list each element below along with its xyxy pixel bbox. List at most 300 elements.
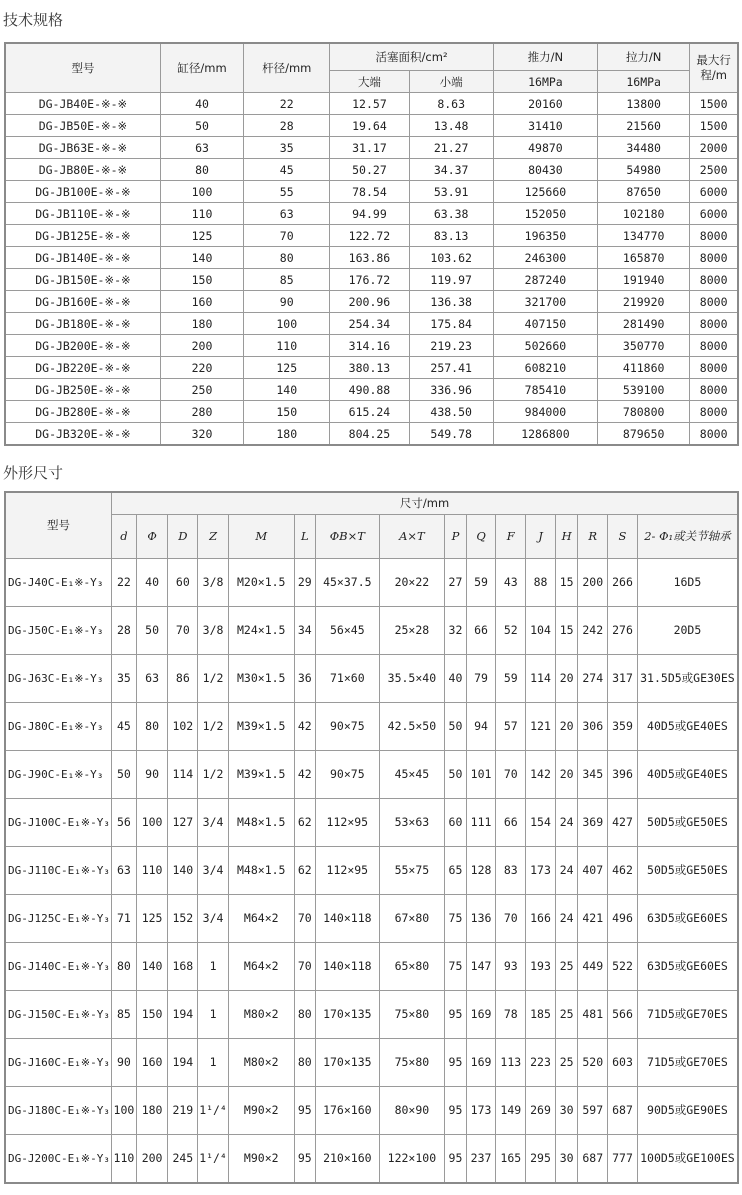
dims-col-header: A×T (379, 514, 445, 558)
dims-value-cell: 60 (168, 558, 198, 606)
spec-row (5, 423, 738, 446)
spec-header-max-stroke: 最大行程/m (690, 43, 738, 93)
spec-value-cell: 21.27 (409, 137, 493, 159)
spec-value-cell: 287240 (493, 269, 597, 291)
dims-value-cell: 75×80 (379, 1038, 445, 1086)
dims-value-cell: 125 (136, 894, 168, 942)
dims-value-cell: 95 (445, 990, 467, 1038)
dims-value-cell: 57 (496, 702, 526, 750)
dims-value-cell: 113 (496, 1038, 526, 1086)
spec-value-cell: 2000 (690, 137, 738, 159)
dims-value-cell: 150 (136, 990, 168, 1038)
spec-value-cell: 175.84 (409, 313, 493, 335)
dims-model-cell: DG-J50C-E₁※-Y₃ (5, 606, 112, 654)
dims-value-cell: 407 (578, 846, 608, 894)
dims-value-cell: M64×2 (228, 894, 294, 942)
dims-value-cell: 86 (168, 654, 198, 702)
spec-value-cell: 8000 (690, 357, 738, 379)
dims-value-cell: 50 (112, 750, 137, 798)
dims-value-cell: 56 (112, 798, 137, 846)
spec-value-cell: 250 (160, 379, 243, 401)
dims-row (5, 1086, 738, 1134)
dims-value-cell: 15 (555, 558, 578, 606)
spec-value-cell: 615.24 (330, 401, 409, 423)
spec-value-cell: 125 (160, 225, 243, 247)
dims-value-cell: 242 (578, 606, 608, 654)
spec-model-cell: DG-JB250E-※-※ (5, 379, 160, 401)
dims-value-cell: 31.5D5或GE30ES (637, 654, 738, 702)
spec-value-cell: 125660 (493, 181, 597, 203)
dims-value-cell: 345 (578, 750, 608, 798)
dims-value-cell: 80 (112, 942, 137, 990)
spec-model-cell: DG-JB320E-※-※ (5, 423, 160, 446)
spec-row (5, 115, 738, 137)
spec-value-cell: 80 (160, 159, 243, 181)
dims-value-cell: 95 (294, 1134, 316, 1183)
spec-value-cell: 879650 (598, 423, 690, 446)
dims-value-cell: 90 (112, 1038, 137, 1086)
spec-model-cell: DG-JB150E-※-※ (5, 269, 160, 291)
dims-value-cell: 71D5或GE70ES (637, 1038, 738, 1086)
spec-row (5, 93, 738, 115)
spec-value-cell: 280 (160, 401, 243, 423)
dims-value-cell: 40D5或GE40ES (637, 750, 738, 798)
dims-value-cell: 59 (496, 654, 526, 702)
dims-value-cell: 59 (466, 558, 496, 606)
dims-value-cell: 30 (555, 1086, 578, 1134)
spec-value-cell: 34480 (598, 137, 690, 159)
spec-value-cell: 12.57 (330, 93, 409, 115)
spec-value-cell: 246300 (493, 247, 597, 269)
spec-value-cell: 13.48 (409, 115, 493, 137)
dims-value-cell: 20D5 (637, 606, 738, 654)
dims-value-cell: 306 (578, 702, 608, 750)
dims-value-cell: 28 (112, 606, 137, 654)
dims-value-cell: M48×1.5 (228, 798, 294, 846)
dims-value-cell: 112×95 (316, 798, 380, 846)
dims-value-cell: 70 (294, 942, 316, 990)
dims-value-cell: 42 (294, 750, 316, 798)
dims-value-cell: 168 (168, 942, 198, 990)
dims-value-cell: 185 (526, 990, 556, 1038)
dims-value-cell: 114 (168, 750, 198, 798)
dims-row (5, 1134, 738, 1183)
dims-value-cell: 70 (294, 894, 316, 942)
dims-value-cell: 90D5或GE90ES (637, 1086, 738, 1134)
dims-value-cell: 3/8 (198, 606, 229, 654)
dims-value-cell: 396 (608, 750, 638, 798)
dims-value-cell: 65×80 (379, 942, 445, 990)
spec-value-cell: 219920 (598, 291, 690, 313)
spec-value-cell: 785410 (493, 379, 597, 401)
spec-value-cell: 8000 (690, 423, 738, 446)
dims-model-cell: DG-J90C-E₁※-Y₃ (5, 750, 112, 798)
dims-value-cell: 95 (445, 1038, 467, 1086)
spec-section-title: 技术规格 (3, 11, 64, 29)
spec-value-cell: 163.86 (330, 247, 409, 269)
dims-value-cell: 110 (136, 846, 168, 894)
dims-value-cell: M20×1.5 (228, 558, 294, 606)
dims-value-cell: 79 (466, 654, 496, 702)
spec-value-cell: 180 (160, 313, 243, 335)
dims-row (5, 846, 738, 894)
dims-value-cell: 237 (466, 1134, 496, 1183)
spec-value-cell: 100 (244, 313, 330, 335)
spec-value-cell: 53.91 (409, 181, 493, 203)
dims-value-cell: 42.5×50 (379, 702, 445, 750)
spec-model-cell: DG-JB50E-※-※ (5, 115, 160, 137)
dims-value-cell: 295 (526, 1134, 556, 1183)
spec-value-cell: 21560 (598, 115, 690, 137)
dims-row (5, 750, 738, 798)
dims-value-cell: 170×135 (316, 1038, 380, 1086)
dims-value-cell: 121 (526, 702, 556, 750)
spec-value-cell: 8000 (690, 247, 738, 269)
spec-value-cell: 13800 (598, 93, 690, 115)
dims-value-cell: 70 (496, 750, 526, 798)
spec-value-cell: 34.37 (409, 159, 493, 181)
dims-model-cell: DG-J180C-E₁※-Y₃ (5, 1086, 112, 1134)
spec-value-cell: 125 (244, 357, 330, 379)
dims-col-header: M (228, 514, 294, 558)
spec-value-cell: 6000 (690, 203, 738, 225)
spec-row (5, 225, 738, 247)
dims-value-cell: 603 (608, 1038, 638, 1086)
spec-value-cell: 40 (160, 93, 243, 115)
spec-value-cell: 19.64 (330, 115, 409, 137)
spec-value-cell: 407150 (493, 313, 597, 335)
spec-value-cell: 1286800 (493, 423, 597, 446)
dims-col-header: Z (198, 514, 229, 558)
dims-value-cell: 22 (112, 558, 137, 606)
dims-value-cell: 3/4 (198, 846, 229, 894)
spec-value-cell: 196350 (493, 225, 597, 247)
spec-row (5, 203, 738, 225)
spec-value-cell: 539100 (598, 379, 690, 401)
spec-value-cell: 336.96 (409, 379, 493, 401)
spec-value-cell: 31410 (493, 115, 597, 137)
spec-value-cell: 411860 (598, 357, 690, 379)
dims-value-cell: 223 (526, 1038, 556, 1086)
dims-value-cell: 114 (526, 654, 556, 702)
spec-model-cell: DG-JB110E-※-※ (5, 203, 160, 225)
dims-value-cell: 136 (466, 894, 496, 942)
spec-value-cell: 54980 (598, 159, 690, 181)
dims-value-cell: 35 (112, 654, 137, 702)
spec-row (5, 159, 738, 181)
spec-value-cell: 152050 (493, 203, 597, 225)
dims-row (5, 894, 738, 942)
dims-value-cell: 128 (466, 846, 496, 894)
dims-value-cell: 63D5或GE60ES (637, 942, 738, 990)
dims-row (5, 606, 738, 654)
dims-value-cell: 62 (294, 798, 316, 846)
dims-value-cell: 274 (578, 654, 608, 702)
spec-value-cell: 85 (244, 269, 330, 291)
dims-value-cell: 777 (608, 1134, 638, 1183)
dims-model-cell: DG-J200C-E₁※-Y₃ (5, 1134, 112, 1183)
dims-header-model: 型号 (5, 492, 112, 558)
dims-value-cell: 100 (112, 1086, 137, 1134)
spec-value-cell: 119.97 (409, 269, 493, 291)
dims-row (5, 654, 738, 702)
spec-value-cell: 380.13 (330, 357, 409, 379)
dims-value-cell: 317 (608, 654, 638, 702)
dims-value-cell: 269 (526, 1086, 556, 1134)
dims-value-cell: 170×135 (316, 990, 380, 1038)
spec-value-cell: 63 (160, 137, 243, 159)
dims-value-cell: M90×2 (228, 1086, 294, 1134)
spec-row (5, 401, 738, 423)
dims-value-cell: 24 (555, 846, 578, 894)
dims-value-cell: 90×75 (316, 702, 380, 750)
dims-value-cell: 55×75 (379, 846, 445, 894)
dims-value-cell: 194 (168, 1038, 198, 1086)
dims-value-cell: 93 (496, 942, 526, 990)
spec-model-cell: DG-JB200E-※-※ (5, 335, 160, 357)
spec-header-push: 推力/N (493, 43, 597, 71)
spec-value-cell: 63 (244, 203, 330, 225)
dims-value-cell: 165 (496, 1134, 526, 1183)
dims-value-cell: 1/2 (198, 702, 229, 750)
dims-value-cell: M80×2 (228, 1038, 294, 1086)
spec-model-cell: DG-JB140E-※-※ (5, 247, 160, 269)
dims-value-cell: 80×90 (379, 1086, 445, 1134)
dims-value-cell: 78 (496, 990, 526, 1038)
dims-value-cell: 687 (608, 1086, 638, 1134)
spec-header-rod: 杆径/mm (244, 43, 330, 93)
spec-row (5, 357, 738, 379)
dims-row (5, 1038, 738, 1086)
dims-value-cell: 25×28 (379, 606, 445, 654)
spec-header-model: 型号 (5, 43, 160, 93)
spec-value-cell: 8000 (690, 269, 738, 291)
dims-value-cell: 597 (578, 1086, 608, 1134)
spec-value-cell: 176.72 (330, 269, 409, 291)
spec-value-cell: 63.38 (409, 203, 493, 225)
spec-value-cell: 45 (244, 159, 330, 181)
dims-col-header: R (578, 514, 608, 558)
spec-value-cell: 8000 (690, 225, 738, 247)
dims-model-cell: DG-J125C-E₁※-Y₃ (5, 894, 112, 942)
dims-header-size-group: 尺寸/mm (112, 492, 738, 514)
dims-value-cell: 566 (608, 990, 638, 1038)
spec-model-cell: DG-JB125E-※-※ (5, 225, 160, 247)
spec-value-cell: 191940 (598, 269, 690, 291)
dims-value-cell: 210×160 (316, 1134, 380, 1183)
spec-value-cell: 55 (244, 181, 330, 203)
spec-value-cell: 780800 (598, 401, 690, 423)
dims-value-cell: 140 (168, 846, 198, 894)
dims-value-cell: 481 (578, 990, 608, 1038)
spec-value-cell: 254.34 (330, 313, 409, 335)
dims-value-cell: 63D5或GE60ES (637, 894, 738, 942)
spec-value-cell: 8000 (690, 313, 738, 335)
dims-value-cell: M90×2 (228, 1134, 294, 1183)
dims-value-cell: 173 (526, 846, 556, 894)
dims-value-cell: 140×118 (316, 942, 380, 990)
spec-value-cell: 150 (160, 269, 243, 291)
spec-row (5, 181, 738, 203)
dims-row (5, 702, 738, 750)
dims-value-cell: 25 (555, 1038, 578, 1086)
dims-value-cell: 75×80 (379, 990, 445, 1038)
dims-col-header: L (294, 514, 316, 558)
spec-value-cell: 102180 (598, 203, 690, 225)
dims-value-cell: 30 (555, 1134, 578, 1183)
spec-model-cell: DG-JB63E-※-※ (5, 137, 160, 159)
spec-value-cell: 257.41 (409, 357, 493, 379)
dims-value-cell: 71 (112, 894, 137, 942)
dims-value-cell: 112×95 (316, 846, 380, 894)
dims-value-cell: 193 (526, 942, 556, 990)
dims-value-cell: 140×118 (316, 894, 380, 942)
dims-value-cell: 27 (445, 558, 467, 606)
dims-value-cell: 166 (526, 894, 556, 942)
spec-row (5, 291, 738, 313)
dims-value-cell: 66 (466, 606, 496, 654)
spec-model-cell: DG-JB80E-※-※ (5, 159, 160, 181)
spec-model-cell: DG-JB160E-※-※ (5, 291, 160, 313)
dims-value-cell: 95 (445, 1134, 467, 1183)
dims-value-cell: 71D5或GE70ES (637, 990, 738, 1038)
dims-value-cell: 45 (112, 702, 137, 750)
spec-value-cell: 80430 (493, 159, 597, 181)
dims-value-cell: 169 (466, 990, 496, 1038)
spec-value-cell: 314.16 (330, 335, 409, 357)
spec-value-cell: 110 (244, 335, 330, 357)
spec-value-cell: 134770 (598, 225, 690, 247)
spec-model-cell: DG-JB100E-※-※ (5, 181, 160, 203)
dims-value-cell: 522 (608, 942, 638, 990)
dims-value-cell: 29 (294, 558, 316, 606)
dims-col-header: Φ (136, 514, 168, 558)
dims-value-cell: 50D5或GE50ES (637, 846, 738, 894)
dims-value-cell: 52 (496, 606, 526, 654)
dims-model-cell: DG-J80C-E₁※-Y₃ (5, 702, 112, 750)
spec-value-cell: 219.23 (409, 335, 493, 357)
dims-value-cell: 50 (136, 606, 168, 654)
dims-value-cell: 147 (466, 942, 496, 990)
dims-value-cell: M48×1.5 (228, 846, 294, 894)
dims-value-cell: 35.5×40 (379, 654, 445, 702)
spec-value-cell: 122.72 (330, 225, 409, 247)
dims-value-cell: 152 (168, 894, 198, 942)
dims-value-cell: 200 (136, 1134, 168, 1183)
dims-value-cell: 45×37.5 (316, 558, 380, 606)
spec-value-cell: 804.25 (330, 423, 409, 446)
spec-value-cell: 80 (244, 247, 330, 269)
dims-value-cell: 16D5 (637, 558, 738, 606)
dims-value-cell: 24 (555, 798, 578, 846)
spec-value-cell: 438.50 (409, 401, 493, 423)
dims-col-header: J (526, 514, 556, 558)
dims-value-cell: 75 (445, 894, 467, 942)
dims-value-cell: M64×2 (228, 942, 294, 990)
dims-value-cell: 80 (294, 1038, 316, 1086)
spec-value-cell: 281490 (598, 313, 690, 335)
dims-value-cell: 66 (496, 798, 526, 846)
spec-value-cell: 103.62 (409, 247, 493, 269)
dims-value-cell: 65 (445, 846, 467, 894)
spec-row (5, 247, 738, 269)
spec-row (5, 335, 738, 357)
spec-value-cell: 150 (244, 401, 330, 423)
spec-value-cell: 8.63 (409, 93, 493, 115)
dims-value-cell: 63 (136, 654, 168, 702)
spec-value-cell: 8000 (690, 401, 738, 423)
spec-value-cell: 2500 (690, 159, 738, 181)
dims-value-cell: 15 (555, 606, 578, 654)
dims-model-cell: DG-J100C-E₁※-Y₃ (5, 798, 112, 846)
dims-value-cell: 194 (168, 990, 198, 1038)
spec-value-cell: 70 (244, 225, 330, 247)
spec-value-cell: 608210 (493, 357, 597, 379)
dims-value-cell: 40 (136, 558, 168, 606)
dims-value-cell: 1 (198, 942, 229, 990)
dims-value-cell: 36 (294, 654, 316, 702)
dims-row (5, 942, 738, 990)
dims-value-cell: 40 (445, 654, 467, 702)
spec-value-cell: 87650 (598, 181, 690, 203)
dims-value-cell: 200 (578, 558, 608, 606)
spec-value-cell: 90 (244, 291, 330, 313)
dims-value-cell: 43 (496, 558, 526, 606)
spec-value-cell: 83.13 (409, 225, 493, 247)
spec-value-cell: 8000 (690, 291, 738, 313)
dims-col-header: F (496, 514, 526, 558)
dims-value-cell: 359 (608, 702, 638, 750)
dims-col-header: P (445, 514, 467, 558)
dims-value-cell: 94 (466, 702, 496, 750)
spec-value-cell: 50.27 (330, 159, 409, 181)
dims-value-cell: 20 (555, 750, 578, 798)
dims-value-cell: 127 (168, 798, 198, 846)
dims-value-cell: 25 (555, 990, 578, 1038)
dims-value-cell: 140 (136, 942, 168, 990)
dims-value-cell: 245 (168, 1134, 198, 1183)
dims-value-cell: 25 (555, 942, 578, 990)
dims-value-cell: 3/4 (198, 798, 229, 846)
dims-value-cell: 149 (496, 1086, 526, 1134)
dims-value-cell: 173 (466, 1086, 496, 1134)
spec-value-cell: 502660 (493, 335, 597, 357)
dims-value-cell: 34 (294, 606, 316, 654)
dims-value-cell: 80 (294, 990, 316, 1038)
dims-model-cell: DG-J40C-E₁※-Y₃ (5, 558, 112, 606)
spec-value-cell: 28 (244, 115, 330, 137)
dims-col-header: S (608, 514, 638, 558)
dims-model-cell: DG-J63C-E₁※-Y₃ (5, 654, 112, 702)
dims-value-cell: 95 (294, 1086, 316, 1134)
dims-value-cell: 40D5或GE40ES (637, 702, 738, 750)
spec-value-cell: 22 (244, 93, 330, 115)
dims-value-cell: 122×100 (379, 1134, 445, 1183)
dims-col-header: d (112, 514, 137, 558)
spec-value-cell: 160 (160, 291, 243, 313)
dims-value-cell: 160 (136, 1038, 168, 1086)
dims-value-cell: 111 (466, 798, 496, 846)
spec-value-cell: 50 (160, 115, 243, 137)
dims-value-cell: 102 (168, 702, 198, 750)
dims-value-cell: 3/4 (198, 894, 229, 942)
spec-value-cell: 220 (160, 357, 243, 379)
dims-model-cell: DG-J140C-E₁※-Y₃ (5, 942, 112, 990)
spec-value-cell: 49870 (493, 137, 597, 159)
spec-value-cell: 200 (160, 335, 243, 357)
dims-value-cell: M39×1.5 (228, 750, 294, 798)
dims-value-cell: 45×45 (379, 750, 445, 798)
